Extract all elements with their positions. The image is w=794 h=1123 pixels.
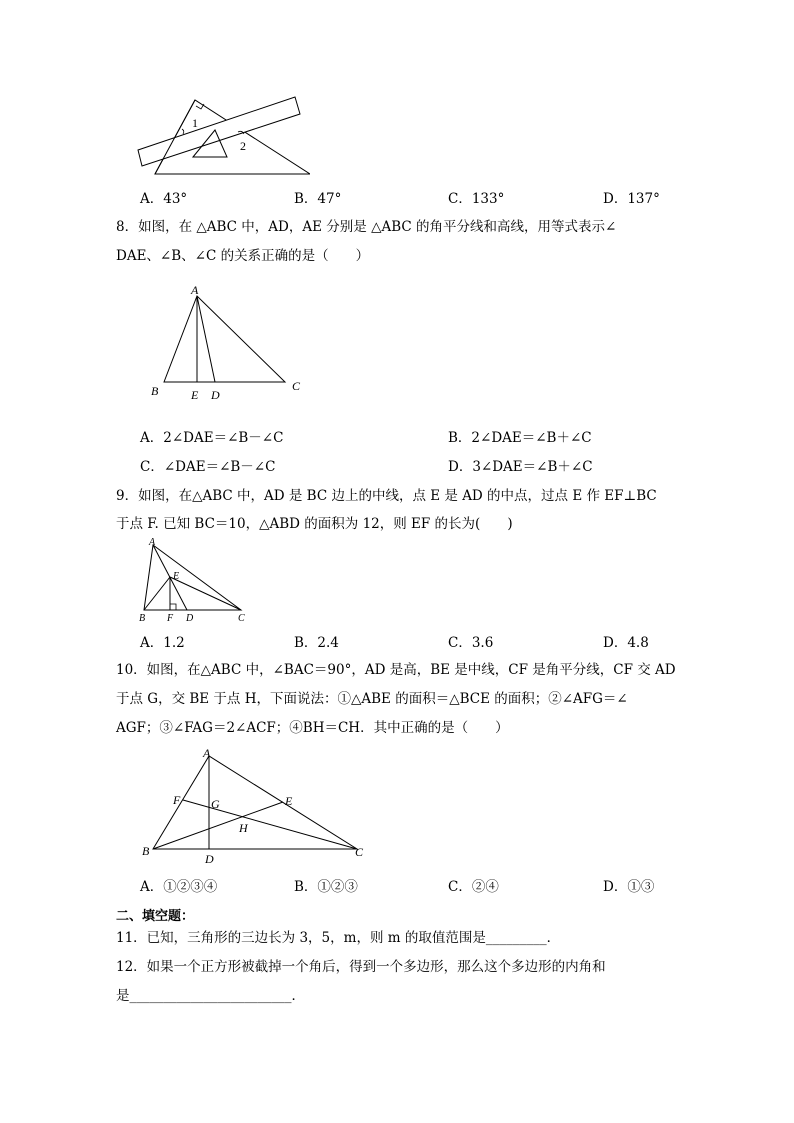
q7-option-b[interactable]: B．47° [294,191,342,207]
q10-label-e: E [285,794,293,808]
q8-option-d[interactable]: D．3∠DAE＝∠B＋∠C [448,459,593,475]
q9-label-d: D [186,613,194,624]
q8-label-d: D [211,388,220,402]
q9-label-f: F [167,613,174,624]
q10-stem-line1: 10．如图，在△ABC 中，∠BAC＝90°，AD 是高，BE 是中线，CF 是角平分线，CF 交 AD [116,662,676,678]
q7-option-a[interactable]: A．43° [140,191,188,207]
q9-stem-line1: 9．如图，在△ABC 中，AD 是 BC 边上的中线，点 E 是 AD 的中点，过点 E 作 EF⊥BC [116,488,657,504]
q9-option-d[interactable]: D．4.8 [603,635,649,651]
q9-stem-line2: 于点 F. 已知 BC＝10，△ABD 的面积为 12，则 EF 的长为( ) [116,516,513,532]
q8-option-c[interactable]: C．∠DAE＝∠B－∠C [140,459,276,475]
q12-stem-line2: 是________________________． [116,988,305,1004]
section-title-fill-in: 二、填空题： [116,909,195,924]
q8-label-b: B [151,384,159,398]
q7-label-1: 1 [192,116,198,130]
q9-label-b: B [139,613,146,624]
q9-option-b[interactable]: B．2.4 [294,635,339,651]
q11-stem: 11．已知，三角形的三边长为 3，5，m，则 m 的取值范围是_________． [116,930,561,946]
q9-option-c[interactable]: C．3.6 [448,635,494,651]
q10-label-b: B [142,844,150,858]
q9-figure [135,536,255,626]
q7-figure [130,92,310,177]
q10-label-a: A [203,746,211,760]
q10-option-a[interactable]: A．①②③④ [140,879,218,895]
q10-stem-line2: 于点 G，交 BE 于点 H，下面说法：①△ABE 的面积＝△BCE 的面积；②∠AFG＝∠ [116,691,628,707]
q10-option-b[interactable]: B．①②③ [294,879,358,895]
q7-option-d[interactable]: D．137° [603,191,660,207]
q10-label-d: D [205,852,214,866]
q8-option-b[interactable]: B．2∠DAE＝∠B＋∠C [448,430,592,446]
q7-option-c[interactable]: C．133° [448,191,505,207]
q10-stem-line3: AGF；③∠FAG＝2∠ACF；④BH＝CH．其中正确的是（ ） [116,720,509,736]
q9-option-a[interactable]: A．1.2 [140,635,185,651]
q9-label-a: A [149,537,156,548]
q12-stem-line1: 12．如果一个正方形被截掉一个角后，得到一个多边形，那么这个多边形的内角和 [116,959,606,975]
q8-label-a: A [191,283,199,297]
q8-figure [145,282,310,404]
q8-label-e: E [191,388,199,402]
q8-stem-line1: 8．如图，在 △ABC 中，AD，AE 分别是 △ABC 的角平分线和高线，用等式表示∠ [116,219,617,235]
q8-option-a[interactable]: A．2∠DAE＝∠B－∠C [140,430,284,446]
q10-option-c[interactable]: C．②④ [448,879,499,895]
q10-label-c: C [355,845,364,859]
q10-label-h: H [239,821,248,835]
q10-option-d[interactable]: D．①③ [603,879,655,895]
q10-label-f: F [173,793,181,807]
q10-figure [135,742,375,867]
q9-label-e: E [173,571,180,582]
q10-label-g: G [211,797,220,811]
q8-label-c: C [292,379,301,393]
q7-label-2: 2 [240,139,246,153]
q9-label-c: C [238,613,245,624]
q8-stem-line2: DAE、∠B、∠C 的关系正确的是（ ） [116,248,370,264]
